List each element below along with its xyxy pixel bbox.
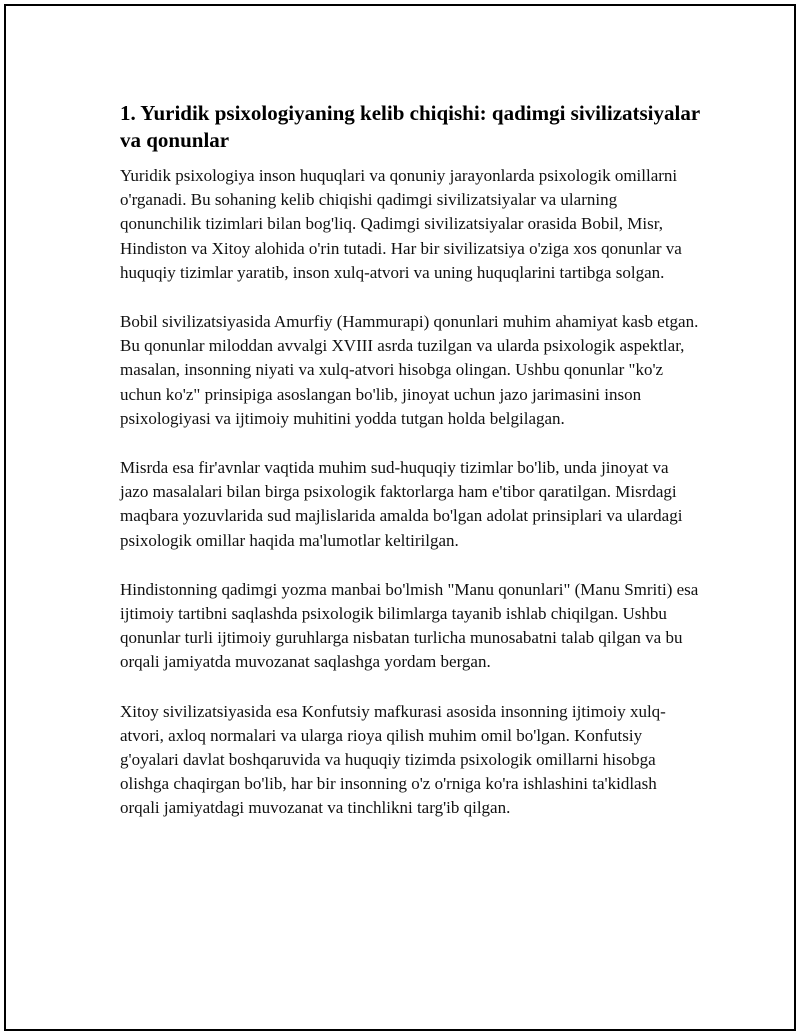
paragraph-india: Hindistonning qadimgi yozma manbai bo'lmish "Manu qonunlari" (Manu Smriti) esa ijtimoiy tartibni saqlashda psixologik bilimlarga tayanib ishlab chiqilgan. Ushbu qonunlar turli ijtimoiy guruhlarga nisbatan turlicha munosabatni talab qilgan va bu orqali jamiyatda muvozanat saqlashga yordam bergan. [120, 579, 699, 672]
page-frame [4, 4, 796, 1031]
paragraph-egypt: Misrda esa fir'avnlar vaqtida muhim sud-huquqiy tizimlar bo'lib, unda jinoyat va jazo masalalari bilan birga psixologik faktorlarga ham e'tibor qaratilgan. Misrdagi maqbara yozuvlarida sud majlislarida amalda bo'lgan adolat prinsiplari va ulardagi psixologik omillar haqida ma'lumotlar keltirilgan. [120, 458, 683, 550]
paragraph-china: Xitoy sivilizatsiyasida esa Konfutsiy mafkurasi asosida insonning ijtimoiy xulq-atvori, axloq normalari va ularga rioya qilish muhim omil bo'lgan. Konfutsiy g'oyalari davlat boshqaruvida va huquqiy tizimda psixologik omillarni hisobga olishga chaqirgan bo'lib, har bir insonning o'z o'rniga ko'ra ishlashini ta'kidlash orqali jamiyatdagi muvozanat va tinchlikni targ'ib qilgan. [120, 701, 666, 818]
paragraph-babylon: Bobil sivilizatsiyasida Amurfiy (Hammurapi) qonunlari muhim ahamiyat kasb etgan. Bu qonunlar miloddan avvalgi XVIII asrda tuzilgan va ularda psixologik aspektlar, masalan, insonning niyati va xulq-atvori hisobga olingan. Ushbu qonunlar "ko'z uchun ko'z" prinsipiga asoslangan bo'lib, jinoyat uchun jazo jarimasini inson psixologiyasi va ijtimoiy muhitini yodda tutgan holda belgilagan. [120, 312, 699, 428]
paragraph-intro: Yuridik psixologiya inson huquqlari va qonuniy jarayonlarda psixologik omillarni o'rganadi. Bu sohaning kelib chiqishi qadimgi sivilizatsiyalar va ularning qonunchilik tizimlari bilan bog'liq. Qadimgi sivilizatsiyalar orasida Bobil, Misr, Hindiston va Xitoy alohida o'rin tutadi. Har bir sivilizatsiya o'ziga xos qonunlar va huquqiy tizimlar yaratib, inson xulq-atvori va uning huquqlarini tartibga solgan. [120, 166, 682, 282]
document-body [120, 100, 700, 846]
section-heading: 1. Yuridik psixologiyaning kelib chiqishi: qadimgi sivilizatsiyalar va qonunlar [120, 101, 700, 152]
